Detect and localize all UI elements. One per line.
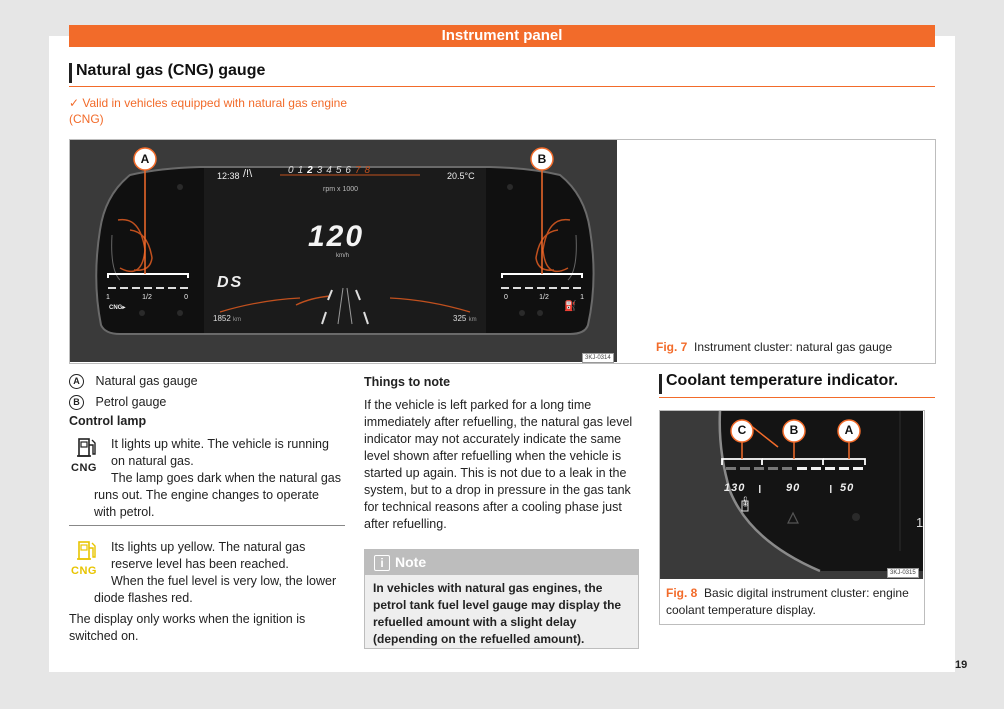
callout-c-label: C — [737, 423, 747, 437]
petrol-pump-icon: ⛽ — [564, 301, 577, 312]
outside-temperature: 20.5°C — [447, 171, 475, 181]
cng-gauge-label: CNG▸ — [109, 305, 126, 311]
section-heading — [69, 60, 935, 87]
legend-item-a — [69, 373, 198, 390]
note-body: In vehicles with natural gas engines, the petrol tank fuel level gauge may display the refuelled amount with a slight delay (depending on the refuelled amount). — [364, 575, 639, 649]
cng-scale-full: 1 — [106, 294, 110, 301]
right-odometer-unit: km — [468, 317, 477, 323]
rpm-tick: 0 — [288, 165, 298, 176]
gear-indicator: DS — [217, 274, 244, 291]
figure-8-caption — [666, 585, 920, 619]
road-warning-icon: /!\ — [243, 168, 253, 180]
left-odometer — [213, 314, 241, 323]
petrol-gauge-scale — [504, 294, 584, 301]
figure-7-number: Fig. 7 — [656, 340, 688, 354]
rpm-tick: 2 — [307, 165, 317, 176]
rpm-scale — [288, 165, 374, 176]
coolant-title: Coolant temperature indicator. — [666, 372, 899, 389]
coolant-scale-min: 50 — [840, 482, 855, 494]
validity-note: ✓ Valid in vehicles equipped with natural gas engine (CNG) — [69, 96, 348, 126]
legend-marker-b: B — [69, 395, 84, 410]
cng-scale-half: 1/2 — [142, 294, 152, 301]
figure-7-caption-text: Instrument cluster: natural gas gauge — [694, 340, 893, 354]
white-lamp-description-2 — [94, 470, 344, 521]
coolant-temperature-icon: 🌡 — [739, 497, 752, 508]
left-odometer-unit: km — [233, 317, 242, 323]
white-lamp-description-2-text: The lamp goes dark when the natural gas runs out. The engine changes to operate with petrol. — [94, 471, 341, 519]
yellow-lamp-description-1: Its lights up yellow. The natural gas reserve level has been reached. — [111, 540, 306, 571]
cluster-time: 12:38 — [217, 171, 240, 181]
callout-a-label: A — [140, 152, 150, 166]
legend-marker-a: A — [69, 374, 84, 389]
left-odometer-value: 1852 — [213, 314, 231, 323]
figure-8-code: 3KJ-0315 — [887, 568, 919, 578]
legend-text-b: Petrol gauge — [95, 395, 167, 409]
coolant-heading — [659, 371, 935, 398]
cng-gauge-scale — [106, 294, 188, 301]
petrol-scale-half: 1/2 — [539, 294, 549, 301]
petrol-scale-full: 1 — [580, 294, 584, 301]
divider — [69, 525, 345, 526]
chapter-header: Instrument panel — [69, 25, 935, 47]
coolant-scale-max: 130 — [724, 482, 746, 494]
rpm-tick: 3 — [316, 165, 327, 176]
legend-text-a: Natural gas gauge — [95, 374, 198, 388]
things-to-note-heading: Things to note — [364, 375, 451, 389]
section-title: Natural gas (CNG) gauge — [76, 62, 266, 79]
note-title: Note — [395, 554, 427, 570]
yellow-lamp-description-2 — [94, 573, 346, 607]
heading-bar — [69, 63, 72, 83]
petrol-scale-empty: 0 — [504, 294, 508, 301]
speed-readout: 120 — [308, 220, 365, 253]
figure-8-image — [660, 411, 923, 579]
figure-7-image — [70, 140, 617, 362]
figure-7-code: 3KJ-0314 — [582, 353, 614, 363]
control-lamp-heading: Control lamp — [69, 414, 147, 428]
right-odometer-value: 325 — [453, 314, 467, 323]
cng-lamp-white-label: CNG — [71, 462, 97, 474]
info-icon: i — [374, 555, 390, 571]
display-ignition-note: The display only works when the ignition is switched on. — [69, 612, 306, 643]
cng-lamp-yellow-label: CNG — [71, 565, 97, 577]
page-number: 19 — [955, 659, 968, 671]
figure-7-caption — [656, 340, 892, 354]
fuel-pump-icon — [71, 437, 101, 459]
right-odometer — [453, 314, 477, 323]
speed-unit: km/h — [336, 253, 350, 259]
legend-item-b — [69, 394, 166, 411]
rpm-label: rpm x 1000 — [323, 186, 359, 193]
heading-bar — [659, 374, 662, 394]
callout-b-label: B — [537, 152, 547, 166]
rpm-tick: 6 — [345, 165, 355, 176]
rpm-tick: 8 — [364, 165, 375, 176]
figure-8-number: Fig. 8 — [666, 586, 698, 600]
yellow-lamp-description-2-text: When the fuel level is very low, the lower diode flashes red. — [94, 574, 337, 605]
rpm-tick: 4 — [326, 165, 336, 176]
rpm-tick: 5 — [335, 165, 346, 176]
white-lamp-description-1: It lights up white. The vehicle is running on natural gas. — [111, 437, 329, 468]
things-to-note-text: If the vehicle is left parked for a long time immediately after refuelling, the natural gas level indicator may not accurately indicate the same level shown after refuelling when the vehicle is started up again. This is not due to a leak in the system, but to a drop in pressure in the gas tank for technical reasons after a cooling phase just after refuelling. — [364, 398, 633, 531]
cluster-edge-digit: 1 — [916, 515, 923, 530]
callout-b-label: B — [789, 423, 799, 437]
rpm-tick: 1 — [297, 165, 308, 176]
fuel-pump-icon — [71, 540, 101, 562]
rpm-tick: 7 — [354, 165, 365, 176]
callout-a-label: A — [844, 423, 854, 437]
cng-scale-empty: 0 — [184, 294, 188, 301]
coolant-scale-mid: 90 — [786, 482, 801, 494]
note-header — [364, 549, 639, 575]
figure-8-caption-text: Basic digital instrument cluster: engine coolant temperature display. — [666, 586, 909, 617]
